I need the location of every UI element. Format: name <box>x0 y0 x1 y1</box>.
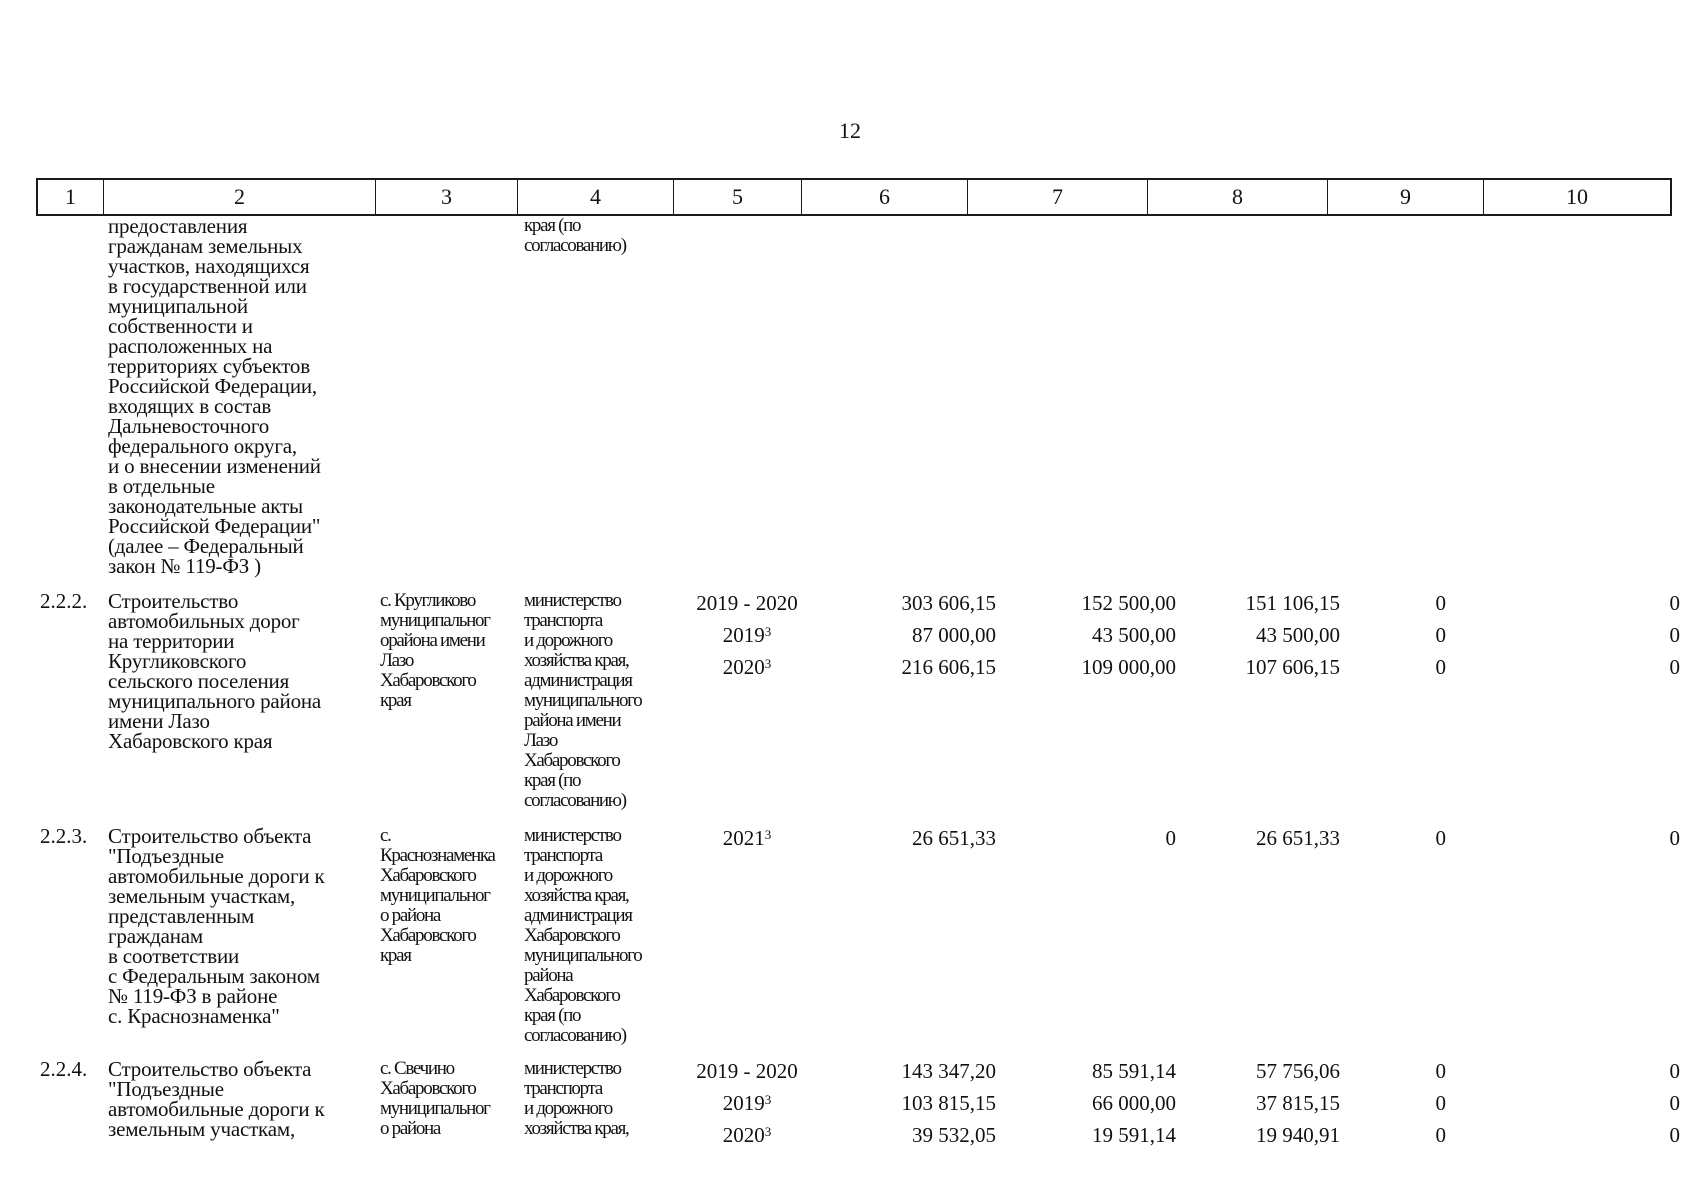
row-col8: 26 651,33 <box>1256 826 1340 850</box>
header-col-10: 10 <box>1566 184 1588 209</box>
row-col6: 303 606,15 87 000,00 216 606,15 <box>901 591 996 679</box>
row-col9: 0 0 0 <box>1435 591 1446 679</box>
header-col-6: 6 <box>802 180 968 214</box>
row-col7: 85 591,14 66 000,00 19 591,14 <box>1092 1059 1176 1147</box>
row-number: 2.2.3. <box>40 824 88 848</box>
period-year: 2019$^3$ <box>722 1091 772 1115</box>
row-location: с. Краснознаменка Хабаровского муниципальног о района Хабаровского края <box>380 825 495 966</box>
row-name: Строительство автомобильных дорог на территории Кругликовского сельского поселения муниципального района имени Лазо Хабаровского края <box>108 589 322 753</box>
row-col7: 152 500,00 43 500,00 109 000,00 <box>1081 591 1176 679</box>
period-year: 2020$^3$ <box>722 1123 772 1147</box>
header-col-1: 1 <box>38 180 104 214</box>
continuation-name: предоставления гражданам земельных участков, находящихся в государственной или муниципальной собственности и расположенных на территориях субъектов Российской Федерации, входящих в состав Дальневосточного федерального округа, и о внесении изменений в отдельные законодательные акты Российской Федерации" (далее – Федеральный закон № 119-ФЗ ) <box>108 214 321 578</box>
row-location: с. Свечино Хабаровского муниципальног о района <box>380 1058 490 1139</box>
period-year: 2019 - 2020 <box>696 591 798 615</box>
row-name: Строительство объекта "Подъездные автомобильные дороги к земельным участкам, <box>108 1057 325 1141</box>
period-year: 2020$^3$ <box>722 655 772 679</box>
header-col-9: 9 <box>1328 180 1484 214</box>
row-col7: 0 <box>1165 826 1176 850</box>
row-years <box>680 826 814 858</box>
row-col6: 143 347,20 103 815,15 39 532,05 <box>901 1059 996 1147</box>
row-col6: 26 651,33 <box>912 826 996 850</box>
period-year: 2021$^3$ <box>722 826 772 850</box>
page-number: 12 <box>839 118 861 143</box>
row-col9: 0 <box>1435 826 1446 850</box>
header-col-4: 4 <box>518 180 674 214</box>
row-col8: 151 106,15 43 500,00 107 606,15 <box>1245 591 1340 679</box>
period-year: 2019 - 2020 <box>696 1059 798 1083</box>
row-col10: 0 <box>1669 826 1680 850</box>
row-executor: министерство транспорта и дорожного хозяйства края, администрация Хабаровского муниципального района Хабаровского края (по согласованию) <box>524 825 642 1046</box>
row-col9: 0 0 0 <box>1435 1059 1446 1147</box>
period-year: 2019$^3$ <box>722 623 772 647</box>
header-col-7: 7 <box>968 180 1148 214</box>
row-location: с. Кругликово муниципальног орайона имени Лазо Хабаровского края <box>380 590 490 711</box>
row-col10: 0 0 0 <box>1669 1059 1680 1147</box>
row-years <box>680 1059 814 1155</box>
row-executor: министерство транспорта и дорожного хозяйства края, <box>524 1058 629 1139</box>
row-executor: министерство транспорта и дорожного хозяйства края, администрация муниципального района имени Лазо Хабаровского края (по согласованию) <box>524 590 642 811</box>
continuation-executor: края (по согласованию) <box>524 215 626 256</box>
header-col-2: 2 <box>104 180 376 214</box>
row-col10: 0 0 0 <box>1669 591 1680 679</box>
table-header <box>36 178 1672 216</box>
row-col8: 57 756,06 37 815,15 19 940,91 <box>1256 1059 1340 1147</box>
row-name: Строительство объекта "Подъездные автомобильные дороги к земельным участкам, представленным гражданам в соответствии с Федеральным законом № 119-ФЗ в районе с. Краснознаменка" <box>108 824 325 1028</box>
row-number: 2.2.4. <box>40 1057 88 1081</box>
row-number: 2.2.2. <box>40 589 88 613</box>
header-col-5: 5 <box>674 180 802 214</box>
header-col-8: 8 <box>1148 180 1328 214</box>
row-years <box>680 591 814 687</box>
header-col-3: 3 <box>376 180 518 214</box>
